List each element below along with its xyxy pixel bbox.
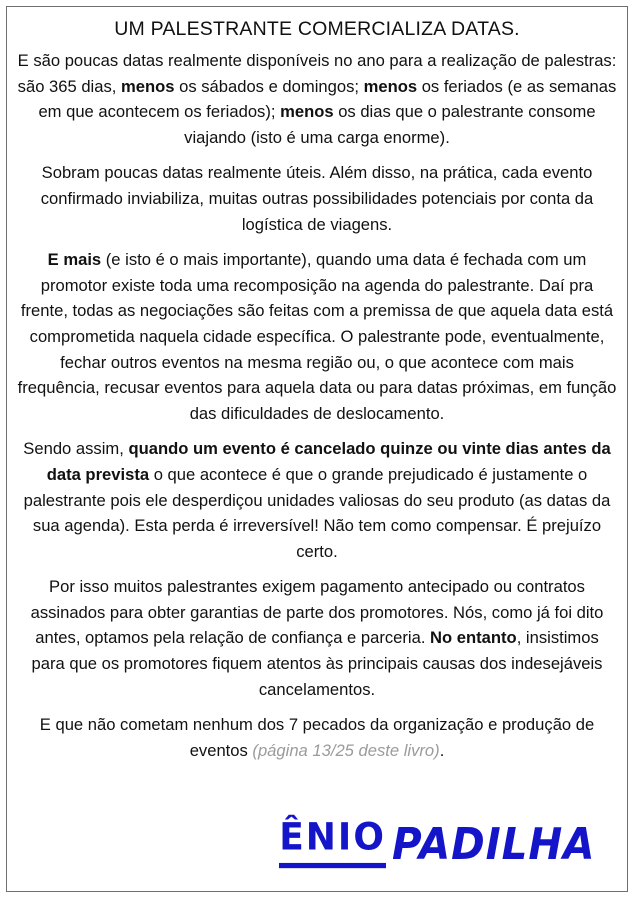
text-segment: o que acontece é que o grande prejudicado é justamente o palestrante pois ele desperdiçou unidades valiosas do seu produto (as datas da sua agenda). Esta perda é irreversível! Não tem como compensar. É prejuízo certo. [23, 464, 611, 561]
author-logo [279, 815, 613, 870]
bold-text: E mais [47, 250, 102, 270]
text-segment: . [439, 740, 445, 760]
text-segment: os dias que o palestrante consome viajando (isto é uma carga enorme). [184, 102, 596, 147]
document-page [6, 6, 628, 892]
paragraph-3 [17, 247, 617, 426]
text-segment: Sendo assim, [23, 439, 129, 459]
logo-last-name: PADILHA [391, 819, 596, 870]
document-title: UM PALESTRANTE COMERCIALIZA DATAS. [114, 18, 520, 40]
bold-text: menos [363, 76, 418, 96]
paragraph-1 [17, 48, 617, 150]
paragraph-5 [17, 574, 617, 702]
logo-first-name: ÊNIO [279, 819, 386, 868]
document-content [7, 7, 627, 763]
text-segment: os sábados e domingos; [174, 76, 364, 96]
text-segment: os feriados (e as semanas em que acontecem os feriados); [38, 76, 617, 122]
paragraph-2 [17, 160, 617, 237]
text-segment: (e isto é o mais importante), quando uma data é fechada com um promotor existe toda uma recomposição na agenda do palestrante. Daí pra frente, todas as negociações são feitas com a premissa de que aquela data está comprometida naquela cidade específica. O palestrante pode, eventualmente, fechar outros eventos na mesma região ou, o que acontece com mais frequência, recusar eventos para aquela data ou para datas próximas, em função das dificuldades de deslocamento. [17, 250, 617, 423]
text-segment: , insistimos para que os promotores fiquem atentos às principais causas dos indesejáveis cancelamentos. [31, 628, 603, 699]
text-segment: Sobram poucas datas realmente úteis. Além disso, na prática, cada evento confirmado inviabiliza, muitas outras possibilidades potenciais por conta da logística de viagens. [40, 163, 594, 234]
text-segment: Por isso muitos palestrantes exigem pagamento antecipado ou contratos assinados para obter garantias de parte dos promotores. Nós, como já foi dito antes, optamos pela relação de confiança e parceria. [30, 577, 604, 648]
text-segment: E são poucas datas realmente disponíveis no ano para a realização de palestras: são 365 dias, [17, 51, 617, 96]
text-segment: E que não cometam nenhum dos 7 pecados da organização e produção de eventos [39, 715, 595, 760]
bold-text: No entanto [430, 628, 517, 648]
paragraph-4 [17, 436, 617, 564]
bold-text: menos [280, 102, 334, 122]
page-reference: (página 13/25 deste livro) [252, 740, 440, 760]
paragraph-6 [17, 712, 617, 763]
bold-text: quando um evento é cancelado quinze ou vinte dias antes da data prevista [46, 439, 611, 484]
bold-text: menos [121, 76, 175, 96]
